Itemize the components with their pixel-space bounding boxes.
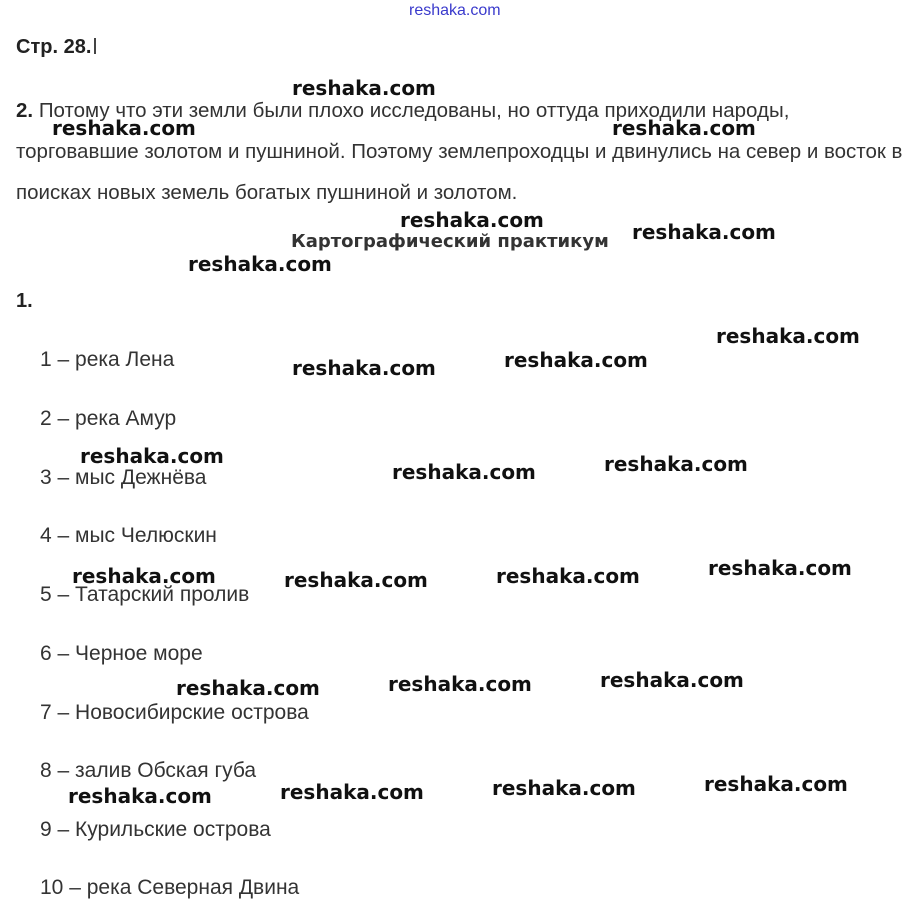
page-reference-text: Стр. 28. [16,36,92,58]
legend-item: 2 – река Амур [40,407,177,430]
answer-2-number: 2. [16,99,34,122]
watermark: reshaka.com [284,568,428,592]
legend-item: 8 – залив Обская губа [40,759,257,782]
site-link[interactable]: reshaka.com [409,2,501,19]
task-1-number: 1. [16,290,33,312]
answer-2-paragraph [16,90,906,213]
watermark: reshaka.com [280,780,424,804]
watermark: reshaka.com [704,772,848,796]
answer-2-text: Потому что эти земли были плохо исследованы, но оттуда приходили народы, торговавшие золотом и пушниной. Поэтому землепроходцы и двинулись на север и восток в поисках новых земель богатых пушниной и золотом. [16,99,903,204]
watermark: reshaka.com [52,116,196,140]
legend-item: 6 – Черное море [40,642,203,665]
legend-item: 1 – река Лена [40,348,175,371]
watermark: reshaka.com [72,564,216,588]
watermark: reshaka.com [600,668,744,692]
watermark: reshaka.com [496,564,640,588]
watermark: reshaka.com [292,356,436,380]
watermark: reshaka.com [292,76,436,100]
cursor-glyph-icon [94,38,96,54]
watermark: reshaka.com [612,116,756,140]
watermark: reshaka.com [504,348,648,372]
watermark: reshaka.com [392,460,536,484]
watermark: reshaka.com [708,556,852,580]
watermark: reshaka.com [80,444,224,468]
legend-item: 4 – мыс Челюскин [40,524,217,547]
watermark: reshaka.com [68,784,212,808]
legend-item: 9 – Курильские острова [40,818,271,841]
page-reference [16,36,96,59]
legend-item: 10 – река Северная Двина [40,876,300,899]
legend-item: 3 – мыс Дежнёва [40,466,207,489]
watermark: reshaka.com [716,324,860,348]
section-title: Картографический практикум [291,231,609,252]
legend-item: 5 – Татарский пролив [40,583,250,606]
watermark: reshaka.com [388,672,532,696]
watermark: reshaka.com [188,252,332,276]
legend-item: 7 – Новосибирские острова [40,701,309,724]
watermark: reshaka.com [400,208,544,232]
watermark: reshaka.com [492,776,636,800]
watermark: reshaka.com [604,452,748,476]
watermark: reshaka.com [632,220,776,244]
watermark: reshaka.com [176,676,320,700]
